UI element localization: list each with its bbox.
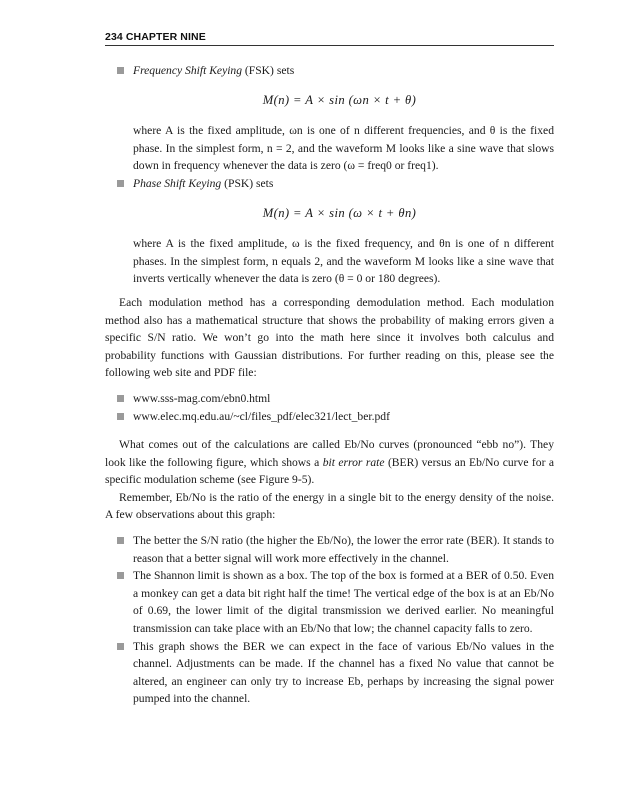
observation-text: The better the S/N ratio (the higher the Eb/No), the lower the error rate (BER). It stands to reason that a better signal will work more effectively in the channel.	[133, 534, 554, 565]
square-bullet-icon	[117, 67, 124, 74]
observation-text: This graph shows the BER we can expect in the face of various Eb/No values in the channel. Adjustments can be made. If the channel has a fixed No value that cannot be altered, an engineer can only try to increase Eb, perhaps by increasing the signal power pumped into the channel.	[133, 639, 554, 706]
link-item[interactable]	[105, 408, 554, 426]
psk-suffix: (PSK) sets	[221, 176, 274, 190]
fsk-bullet	[105, 62, 554, 80]
square-bullet-icon	[117, 643, 124, 650]
ebno-text-after: (BER) versus an Eb/No curve for a specific modulation scheme (see Figure 9-5).	[105, 455, 555, 487]
page-body	[105, 62, 554, 708]
square-bullet-icon	[117, 180, 124, 187]
fsk-equation: M(n) = A × sin (ωn × t + θ)	[262, 92, 417, 107]
ebno-paragraph	[105, 436, 554, 489]
observation-item	[105, 532, 554, 567]
link-elec-mq[interactable]: www.elec.mq.edu.au/~cl/files_pdf/elec321/lect_ber.pdf	[133, 409, 390, 423]
link-sss-mag[interactable]: www.sss-mag.com/ebn0.html	[133, 391, 271, 405]
fsk-suffix: (FSK) sets	[242, 64, 295, 77]
remember-paragraph: Remember, Eb/No is the ratio of the energy in a single bit to the energy density of the noise. A few observations about this graph:	[105, 490, 554, 522]
psk-description: where A is the fixed amplitude, ω is the fixed frequency, and θn is one of n different phases. In the simplest form, n equals 2, and the waveform M looks like a sine wave that inverts vertically whenever the data is zero (θ = 0 or 180 degrees).	[133, 237, 554, 286]
square-bullet-icon	[117, 413, 124, 420]
psk-bullet	[105, 175, 554, 193]
fsk-term: Frequency Shift Keying	[133, 64, 243, 77]
psk-equation: M(n) = A × sin (ω × t + θn)	[262, 205, 417, 220]
psk-term: Phase Shift Keying	[133, 176, 222, 190]
ebno-emphasis: bit error rate	[322, 455, 385, 469]
running-header	[105, 31, 554, 46]
square-bullet-icon	[117, 537, 124, 544]
square-bullet-icon	[117, 395, 124, 402]
observation-item	[105, 638, 554, 708]
ebno-text-before: What comes out of the calculations are called Eb/No curves (pronounced “ebb no”). They look like the following figure, which shows a	[105, 438, 554, 469]
square-bullet-icon	[117, 572, 124, 579]
observation-text: The Shannon limit is shown as a box. The top of the box is formed at a BER of 0.50. Even a monkey can get a data bit right half the time! The vertical edge of the box is at an Eb/No of 0.69, the lower limit of the digital transmission we derived earlier. No meaningful transmission can take place with an Eb/No that low; the channel capacity falls to zero.	[133, 569, 554, 636]
demodulation-paragraph: Each modulation method has a corresponding demodulation method. Each modulation method also has a mathematical structure that shows the probability of making errors given a specific S/N ratio. We won’t go into the math here since it involves both calculus and probability functions with Gaussian distributions. For further reading on this, please see the following web site and PDF file:	[105, 295, 554, 380]
link-item[interactable]	[105, 390, 554, 408]
fsk-description: where A is the fixed amplitude, ωn is one of n different frequencies, and θ is the fixed phase. In the simplest form, n = 2, and the waveform M looks like a sine wave that slows down in frequency whenever the data is zero (ω = freq0 or freq1).	[133, 124, 554, 173]
observation-item	[105, 567, 554, 637]
running-head-text: 234 CHAPTER NINE	[105, 31, 206, 43]
